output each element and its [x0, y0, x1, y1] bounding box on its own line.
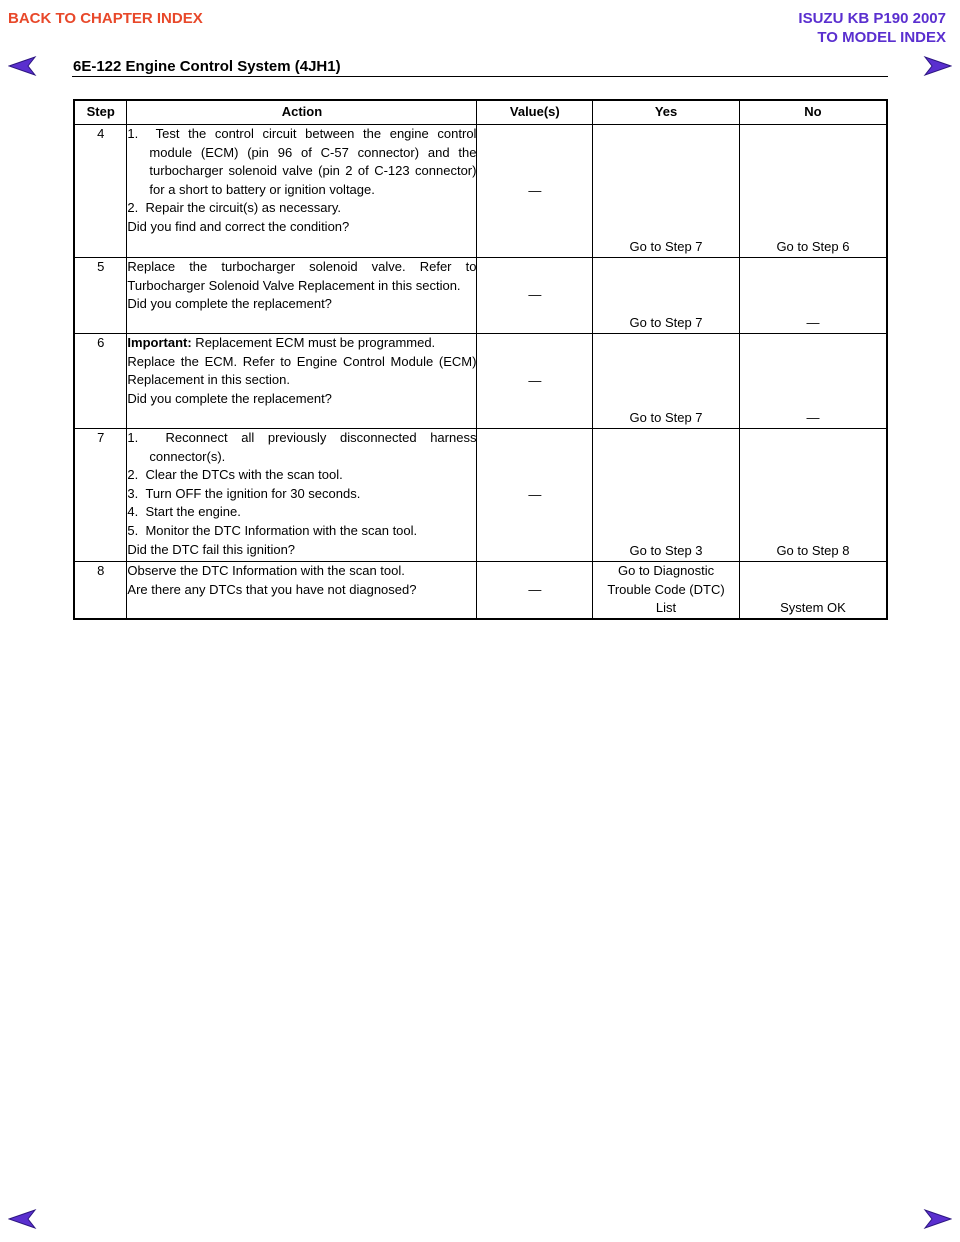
action-cell — [127, 334, 477, 429]
forward-arrow-icon — [922, 1209, 952, 1229]
yes-cell: Go to Step 7 — [593, 334, 740, 429]
value-text: — — [528, 486, 542, 502]
yes-cell: Go to Step 3 — [593, 429, 740, 562]
diagnostic-steps-table — [73, 99, 888, 620]
yes-cell: Go to Step 7 — [593, 258, 740, 334]
step-number: 6 — [74, 334, 127, 429]
step-number: 8 — [74, 562, 127, 619]
step-number: 4 — [74, 125, 127, 258]
back-to-chapter-index-link[interactable]: BACK TO CHAPTER INDEX — [8, 10, 203, 27]
action-question: Did you complete the replacement? — [127, 390, 332, 406]
value-text: — — [528, 182, 542, 198]
action-text: Observe the DTC Information with the scan tool. — [127, 563, 405, 578]
action-question: Did you complete the replacement? — [127, 296, 332, 312]
action-text: Replace the ECM. Refer to Engine Control Module (ECM) Replacement in this section. — [127, 353, 477, 388]
yes-column-header: Yes — [593, 100, 740, 125]
action-cell — [127, 429, 477, 562]
action-item: 5. Monitor the DTC Information with the scan tool. — [127, 522, 418, 538]
page-heading: 6E-122 Engine Control System (4JH1) — [73, 58, 341, 75]
header-rule — [72, 76, 888, 77]
model-index-link[interactable]: TO MODEL INDEX — [817, 29, 946, 46]
action-item: 1. Reconnect all previously disconnected harness connector(s). — [127, 430, 477, 464]
step-column-header: Step — [74, 100, 127, 125]
value-cell — [477, 258, 593, 334]
action-item: 2. Repair the circuit(s) as necessary. — [127, 200, 342, 216]
important-label: Important: — [127, 335, 192, 350]
value-cell — [477, 334, 593, 429]
table-row — [74, 258, 887, 334]
forward-arrow-icon — [922, 56, 952, 76]
value-text: — — [528, 287, 542, 303]
table-row — [74, 562, 887, 619]
yes-cell — [593, 562, 740, 619]
no-column-header: No — [739, 100, 887, 125]
table-row — [74, 125, 887, 258]
no-cell: — — [739, 258, 887, 334]
action-cell — [127, 562, 477, 619]
action-item: 3. Turn OFF the ignition for 30 seconds. — [127, 485, 361, 501]
yes-line: List — [655, 600, 677, 616]
important-text: Replacement ECM must be programmed. — [191, 335, 436, 350]
no-cell: System OK — [739, 562, 887, 619]
values-column-header: Value(s) — [477, 100, 593, 125]
yes-cell: Go to Step 7 — [593, 125, 740, 258]
value-text: — — [528, 581, 542, 597]
no-cell: Go to Step 6 — [739, 125, 887, 258]
value-cell — [477, 429, 593, 562]
no-cell: Go to Step 8 — [739, 429, 887, 562]
value-text: — — [528, 372, 542, 388]
action-question: Are there any DTCs that you have not diagnosed? — [127, 581, 417, 597]
table-row — [74, 429, 887, 562]
yes-line: Trouble Code (DTC) — [607, 581, 725, 597]
previous-page-button-bottom[interactable] — [8, 1209, 38, 1234]
next-page-button[interactable] — [922, 56, 952, 81]
action-question: Did you find and correct the condition? — [127, 218, 350, 234]
action-question: Did the DTC fail this ignition? — [127, 541, 296, 557]
action-item: 2. Clear the DTCs with the scan tool. — [127, 467, 343, 483]
next-page-button-bottom[interactable] — [922, 1209, 952, 1234]
back-arrow-icon — [8, 56, 38, 76]
action-column-header: Action — [127, 100, 477, 125]
table-header-row — [74, 100, 887, 125]
step-number: 5 — [74, 258, 127, 334]
action-cell — [127, 125, 477, 258]
yes-line: Go to Diagnostic — [617, 563, 715, 578]
no-cell: — — [739, 334, 887, 429]
important-note — [127, 334, 476, 353]
step-number: 7 — [74, 429, 127, 562]
model-title-link[interactable]: ISUZU KB P190 2007 — [798, 10, 946, 27]
action-item: 1. Test the control circuit between the engine control module (ECM) (pin 96 of C-57 connector) and the turbocharger solenoid valve (pin 2 of C-123 connector) for a short to battery or ignition voltage. — [127, 126, 477, 197]
back-arrow-icon — [8, 1209, 38, 1229]
action-item: 4. Start the engine. — [127, 504, 241, 520]
value-cell — [477, 562, 593, 619]
table-row — [74, 334, 887, 429]
previous-page-button[interactable] — [8, 56, 38, 81]
value-cell — [477, 125, 593, 258]
action-text: Replace the turbocharger solenoid valve. Refer to Turbocharger Solenoid Valve Replacement in this section. — [127, 259, 477, 293]
action-cell — [127, 258, 477, 334]
